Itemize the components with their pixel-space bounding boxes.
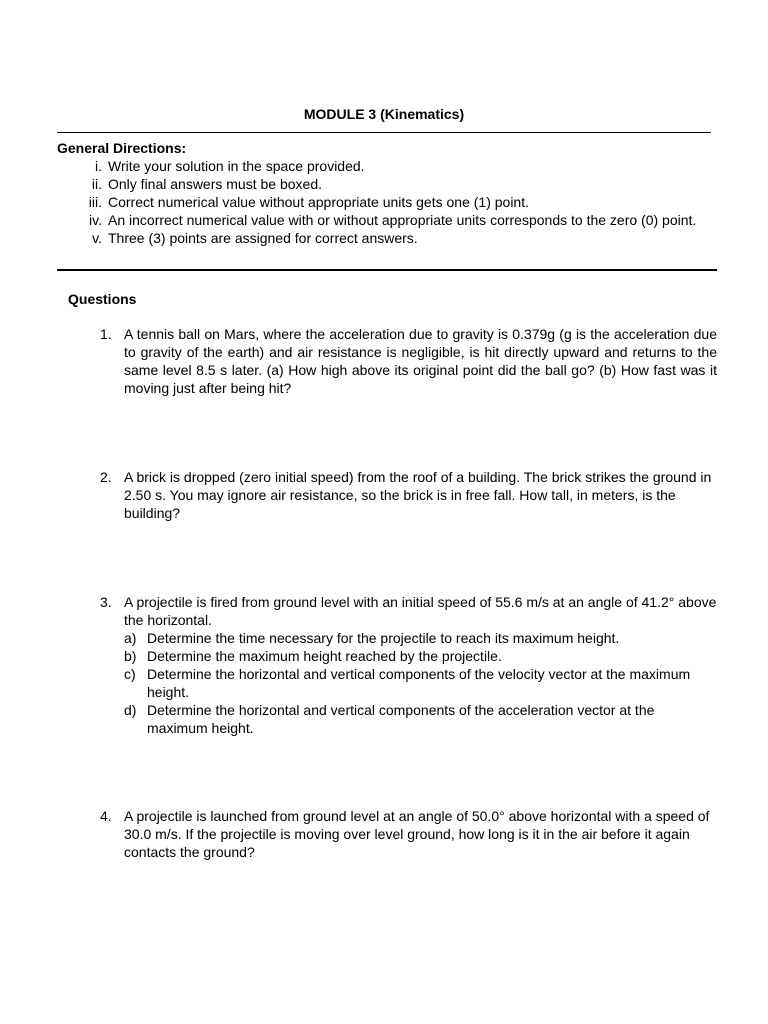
question-1 <box>100 325 717 397</box>
direction-item <box>57 211 717 229</box>
subpart-text: Determine the time necessary for the projectile to reach its maximum height. <box>147 630 620 646</box>
question-number: 4. <box>100 808 112 824</box>
subpart-text: Determine the maximum height reached by the projectile. <box>147 648 502 664</box>
question-body <box>124 468 717 522</box>
question-number: 2. <box>100 469 112 485</box>
direction-text: Three (3) points are assigned for correct answers. <box>108 230 418 246</box>
subpart-label: d) <box>124 702 137 718</box>
question-body <box>124 325 717 397</box>
question-4 <box>100 807 717 861</box>
question-2 <box>100 468 717 522</box>
question-number: 3. <box>100 594 112 610</box>
direction-item <box>57 157 717 175</box>
direction-item <box>57 175 717 193</box>
question-3 <box>100 593 717 737</box>
subpart-item <box>124 647 717 665</box>
direction-number: iv. <box>89 212 102 228</box>
question-text: A projectile is fired from ground level with an initial speed of 55.6 m/s at an angle of 41.2° above the horizontal. <box>124 594 717 628</box>
subpart-text: Determine the horizontal and vertical components of the velocity vector at the maximum height. <box>147 666 691 700</box>
question-text: A tennis ball on Mars, where the acceleration due to gravity is 0.379g (g is the acceleration due to gravity of the earth) and air resistance is negligible, is hit directly upward and returns to the same level 8.5 s later. (a) How high above its original point did the ball go? (b) How fast was it moving just after being hit? <box>124 326 717 396</box>
direction-number: v. <box>92 230 102 246</box>
subpart-item <box>124 701 717 737</box>
subpart-item <box>124 629 717 647</box>
direction-text: Only final answers must be boxed. <box>108 176 322 192</box>
direction-number: i. <box>95 158 102 174</box>
question-text: A projectile is launched from ground level at an angle of 50.0° above horizontal with a speed of 30.0 m/s. If the projectile is moving over level ground, how long is it in the air before it again contacts the ground? <box>124 808 710 860</box>
directions-heading: General Directions: <box>57 140 187 156</box>
direction-number: iii. <box>88 194 102 210</box>
subpart-label: c) <box>124 666 136 682</box>
question-subparts <box>124 629 717 737</box>
direction-item <box>57 229 717 247</box>
question-number: 1. <box>100 326 112 342</box>
question-text: A brick is dropped (zero initial speed) from the roof of a building. The brick strikes the ground in 2.50 s. You may ignore air resistance, so the brick is in free fall. How tall, in meters, is the building? <box>124 469 712 521</box>
questions-heading: Questions <box>68 291 137 307</box>
direction-text: Write your solution in the space provided. <box>108 158 365 174</box>
direction-item <box>57 193 717 211</box>
page-title: MODULE 3 (Kinematics) <box>303 106 465 122</box>
subpart-label: b) <box>124 648 137 664</box>
subpart-text: Determine the horizontal and vertical components of the acceleration vector at the maximum height. <box>147 702 655 736</box>
subpart-item <box>124 665 717 701</box>
direction-text: An incorrect numerical value with or without appropriate units corresponds to the zero (0) point. <box>108 212 697 228</box>
direction-text: Correct numerical value without appropriate units gets one (1) point. <box>108 194 529 210</box>
question-body <box>124 807 717 861</box>
top-divider <box>57 132 711 133</box>
direction-number: ii. <box>91 176 102 192</box>
directions-list <box>57 157 717 247</box>
question-body <box>124 593 717 737</box>
bottom-divider <box>57 269 717 271</box>
subpart-label: a) <box>124 630 137 646</box>
